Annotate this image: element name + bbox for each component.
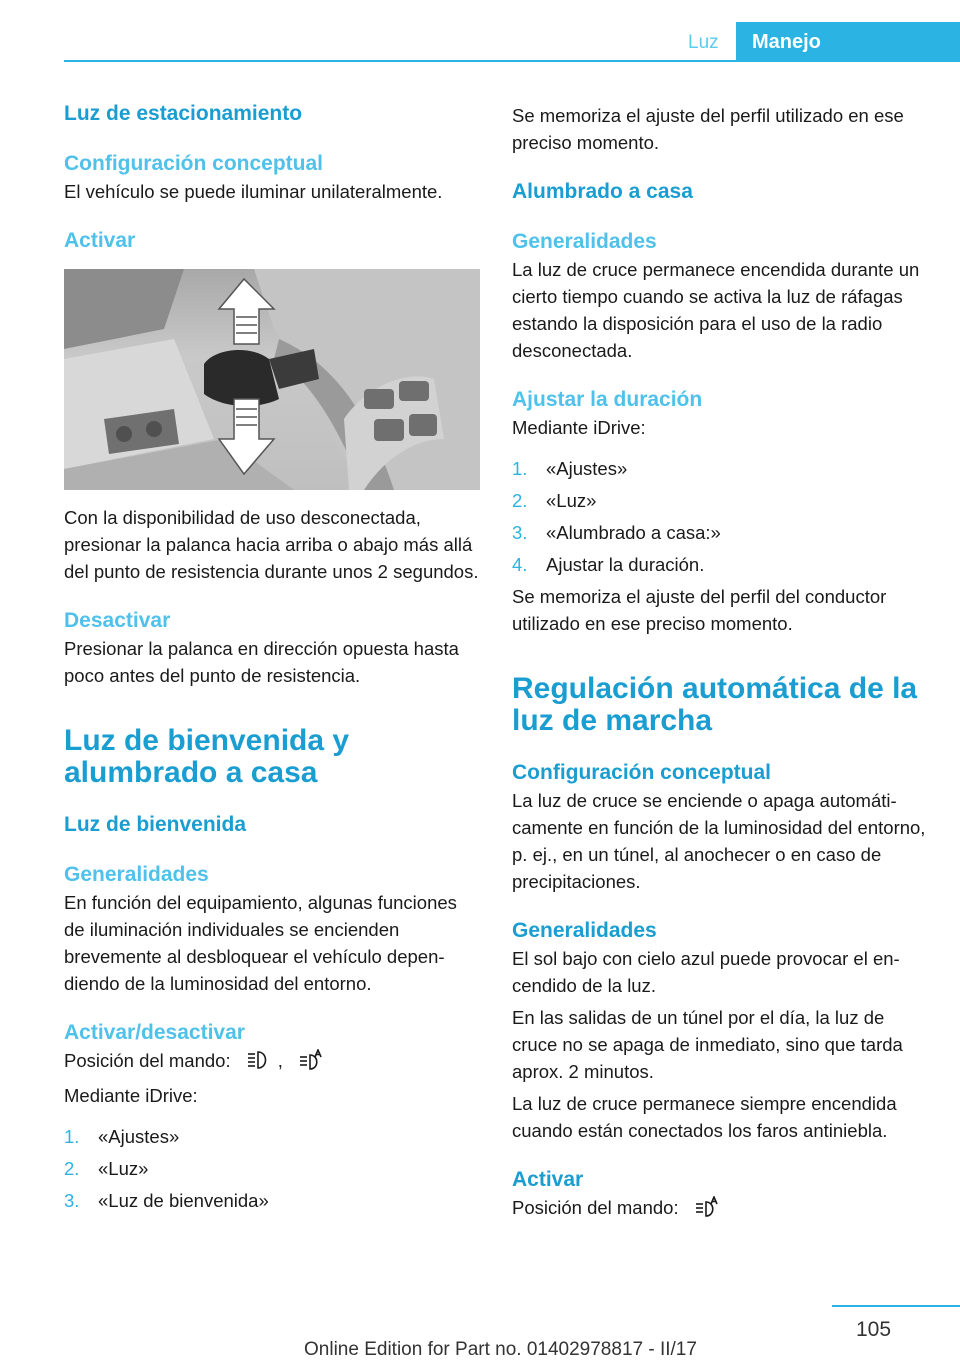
list-item: 3. «Luz de bienvenida» xyxy=(64,1190,269,1211)
text-position xyxy=(512,1194,928,1225)
heading-general: Generalidades xyxy=(64,863,209,886)
text-concept: El vehículo se puede iluminar unilateralmente. xyxy=(64,181,443,202)
heading-welcome-light: Luz de bienvenida xyxy=(64,813,247,836)
right-column xyxy=(512,102,928,1225)
list-item: 1. «Ajustes» xyxy=(512,458,628,479)
heading-auto-light: Regulación automática de la luz de marcha xyxy=(512,672,918,737)
text-general-a: El sol bajo con cielo azul puede provocar el encendido de la luz. xyxy=(512,948,900,996)
heading-on-off: Activar/desactivar xyxy=(64,1021,245,1044)
footer-rule xyxy=(832,1305,960,1307)
text-general-b: En las salidas de un túnel por el día, la luz de cruce no se apaga de inmediato, sino que tarda aprox. 2 minutos. xyxy=(512,1007,903,1082)
text-profile-driver: Se memoriza el ajuste del perfil del conductor utilizado en ese preciso momento. xyxy=(512,586,887,634)
auto-headlight-icon xyxy=(694,1196,720,1225)
list-item: 1. «Ajustes» xyxy=(64,1126,180,1147)
edition-note: Online Edition for Part no. 01402978817 - II/17 xyxy=(304,1339,697,1360)
list-item: 2. «Luz» xyxy=(512,490,597,511)
steps-home xyxy=(512,455,928,578)
text-general: La luz de cruce permanece encendida durante un cierto tiempo cuando se activa la luz de ráfagas estando la disposición para el uso de la radio desconectada. xyxy=(512,259,920,361)
steps-welcome xyxy=(64,1123,480,1214)
heading-welcome-home: Luz de bienvenida y alumbrado a casa xyxy=(64,724,350,789)
headlight-icon xyxy=(246,1049,272,1078)
text-deactivate: Presionar la palanca en dirección opuesta hasta poco antes del punto de resistencia. xyxy=(64,638,459,686)
left-column xyxy=(64,100,480,1219)
heading-deactivate: Desactivar xyxy=(64,609,171,632)
heading-parking-light: Luz de estacionamiento xyxy=(64,102,303,125)
list-item: 2. «Luz» xyxy=(64,1158,149,1179)
page-number: 105 xyxy=(856,1318,892,1341)
heading-activate: Activar xyxy=(64,229,136,252)
text-concept: La luz de cruce se enciende o apaga automáticamente en función de la luminosidad del entorno, p. ej., en un túnel, al anochecer o en caso de precipitaciones. xyxy=(512,790,926,892)
position-label: Posición del mando: xyxy=(512,1197,679,1218)
header-tab: Manejo xyxy=(736,22,960,62)
text-idrive: Mediante iDrive: xyxy=(64,1085,198,1106)
heading-concept: Configuración conceptual xyxy=(64,152,324,175)
list-item: 3. «Alumbrado a casa:» xyxy=(512,522,721,543)
text-position xyxy=(64,1047,480,1078)
heading-general-auto: Generalidades xyxy=(512,919,657,942)
text-profile: Se memoriza el ajuste del perfil utilizado en ese preciso momento. xyxy=(512,105,904,153)
steering-lever-image xyxy=(64,269,480,490)
position-separator: , xyxy=(277,1050,283,1071)
heading-duration: Ajustar la duración xyxy=(512,388,703,411)
auto-headlight-icon xyxy=(298,1049,324,1078)
heading-concept: Configuración conceptual xyxy=(512,761,772,784)
header-section: Luz xyxy=(688,32,719,53)
position-label: Posición del mando: xyxy=(64,1050,231,1071)
text-general: En función del equipamiento, algunas funciones de iluminación individuales se encienden brevemente al desbloquear el vehículo dependiendo de la luminosidad del entorno. xyxy=(64,892,457,994)
list-item: 4. Ajustar la duración. xyxy=(512,554,705,575)
heading-general: Generalidades xyxy=(512,230,657,253)
text-general-c: La luz de cruce permanece siempre encendida cuando están conectados los faros antiniebla. xyxy=(512,1093,897,1141)
heading-home-light: Alumbrado a casa xyxy=(512,180,693,203)
heading-activate: Activar xyxy=(512,1168,584,1191)
text-idrive: Mediante iDrive: xyxy=(512,417,646,438)
text-activate: Con la disponibilidad de uso desconectada, presionar la palanca hacia arriba o abajo más allá del punto de resistencia durante unos 2 segundos. xyxy=(64,507,479,582)
